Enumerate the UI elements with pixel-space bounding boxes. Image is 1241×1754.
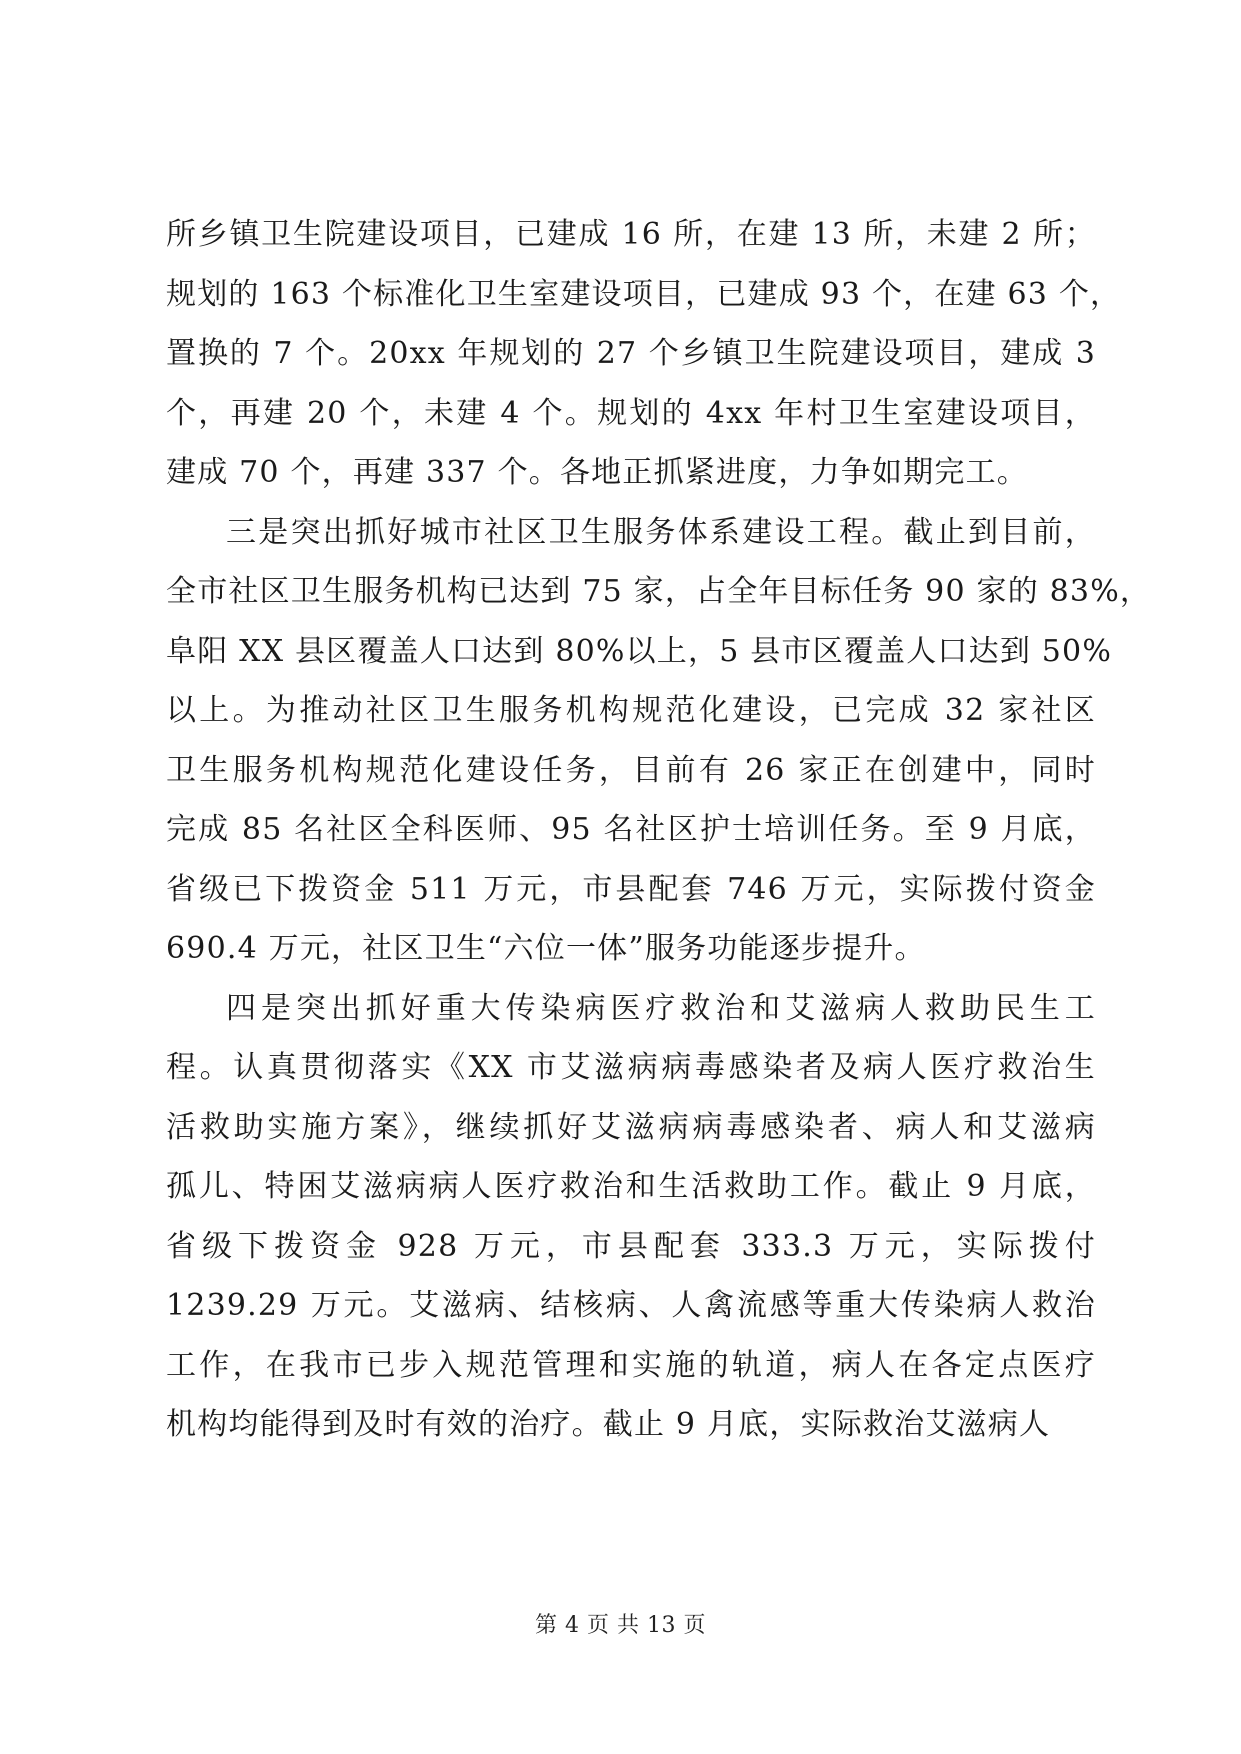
text-line: 程。认真贯彻落实《XX 市艾滋病病毒感染者及病人医疗救治生	[166, 1050, 1096, 1085]
text-line: 置换的 7 个。20xx 年规划的 27 个乡镇卫生院建设项目，建成 3	[166, 336, 1096, 371]
text-line: 1239.29 万元。艾滋病、结核病、人禽流感等重大传染病人救治	[166, 1288, 1096, 1323]
paragraph	[166, 979, 1096, 1455]
text-line: 卫生服务机构规范化建设任务，目前有 26 家正在创建中，同时	[166, 752, 1096, 788]
paragraph	[166, 205, 1122, 503]
text-line: 四是突出抓好重大传染病医疗救治和艾滋病人救助民生工	[226, 990, 1096, 1026]
text-line: 工作，在我市已步入规范管理和实施的轨道，病人在各定点医疗	[166, 1347, 1096, 1383]
text-line: 个，再建 20 个，未建 4 个。规划的 4xx 年村卫生室建设项目，	[166, 395, 1096, 431]
text-line: 机构均能得到及时有效的治疗。截止 9 月底，实际救治艾滋病人	[166, 1407, 1051, 1442]
text-line: 全市社区卫生服务机构已达到 75 家，占全年目标任务 90 家的 83%，	[166, 574, 1152, 609]
text-line: 三是突出抓好城市社区卫生服务体系建设工程。截止到目前，	[226, 514, 1096, 550]
text-line: 孤儿、特困艾滋病病人医疗救治和生活救助工作。截止 9 月底，	[166, 1169, 1096, 1204]
page-footer: 第 4 页 共 13 页	[535, 1613, 706, 1638]
text-line: 690.4 万元，社区卫生“六位一体”服务功能逐步提升。	[166, 931, 926, 966]
text-line: 所乡镇卫生院建设项目，已建成 16 所，在建 13 所，未建 2 所；	[166, 217, 1096, 252]
text-line: 规划的 163 个标准化卫生室建设项目，已建成 93 个，在建 63 个，	[166, 276, 1122, 312]
text-line: 阜阳 XX 县区覆盖人口达到 80%以上，5 县市区覆盖人口达到 50%	[166, 633, 1113, 669]
text-line: 建成 70 个，再建 337 个。各地正抓紧进度，力争如期完工。	[166, 455, 1028, 490]
text-line: 完成 85 名社区全科医师、95 名社区护士培训任务。至 9 月底，	[166, 812, 1096, 847]
text-line: 省级已下拨资金 511 万元，市县配套 746 万元，实际拨付资金	[166, 871, 1096, 907]
document-body	[166, 205, 1152, 1455]
text-line: 活救助实施方案》，继续抓好艾滋病病毒感染者、病人和艾滋病	[166, 1109, 1096, 1145]
paragraph	[166, 503, 1152, 979]
text-line: 以上。为推动社区卫生服务机构规范化建设，已完成 32 家社区	[166, 693, 1096, 728]
text-line: 省级下拨资金 928 万元，市县配套 333.3 万元，实际拨付	[166, 1228, 1096, 1264]
